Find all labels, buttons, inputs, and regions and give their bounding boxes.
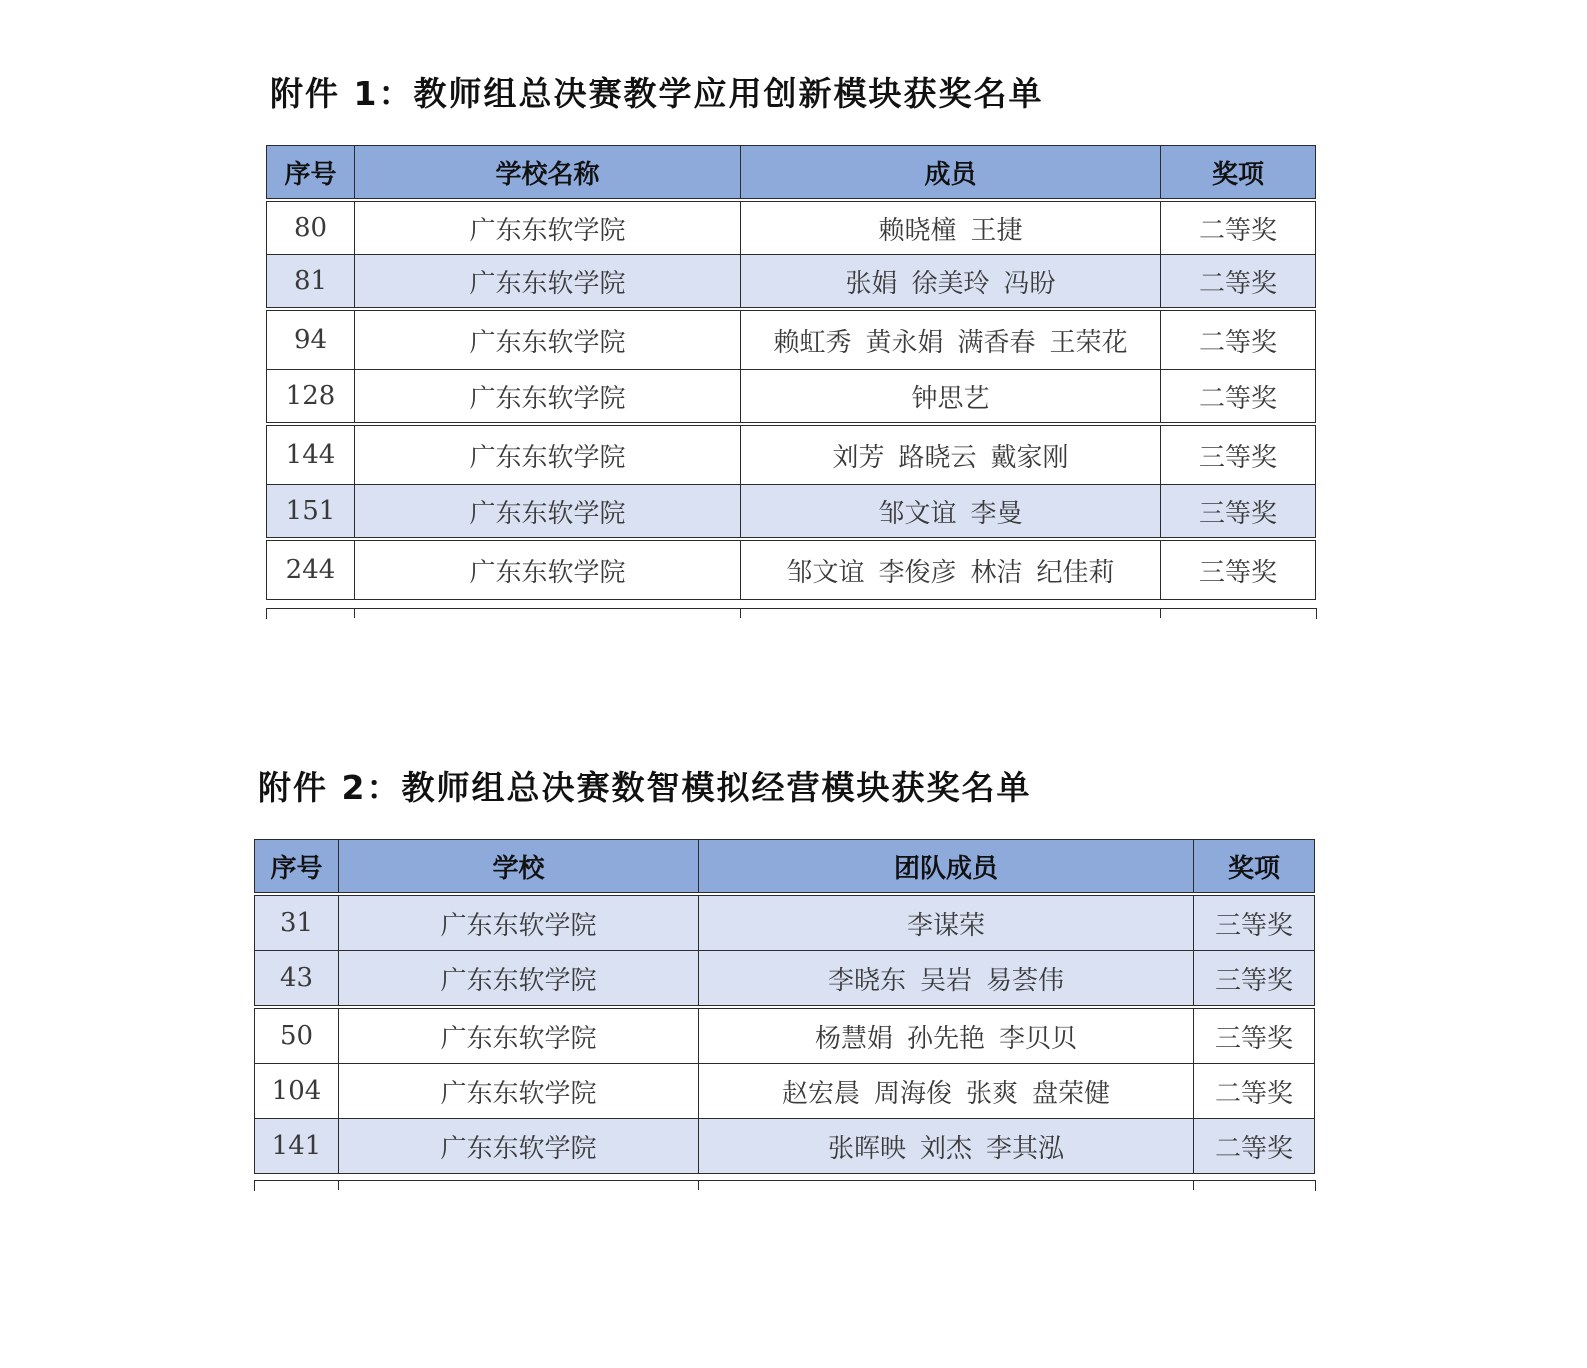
cell-school: 广东东软学院 (355, 200, 741, 255)
cell-serial: 94 (267, 309, 355, 370)
member-name: 王荣花 (1049, 327, 1128, 358)
cell-serial: 43 (255, 951, 339, 1008)
cell-school: 广东东软学院 (339, 1119, 699, 1174)
cell-award: 二等奖 (1161, 370, 1316, 425)
member-name: 路晓云 (898, 442, 977, 473)
cell-serial: 128 (267, 370, 355, 425)
table-row (267, 370, 1316, 425)
table-row (255, 1064, 1315, 1119)
member-name: 戴家刚 (990, 442, 1069, 473)
member-name: 李其泓 (986, 1133, 1065, 1164)
table-row (255, 1119, 1315, 1174)
table-cutoff-line (1160, 608, 1161, 618)
award-table-teaching-innovation (266, 145, 1316, 600)
table-row (267, 424, 1316, 485)
member-name: 纪佳莉 (1036, 557, 1115, 588)
table-row (267, 309, 1316, 370)
table-row (267, 200, 1316, 255)
cell-serial: 104 (255, 1064, 339, 1119)
cell-school: 广东东软学院 (339, 1064, 699, 1119)
cell-award: 二等奖 (1161, 255, 1316, 310)
member-name: 钟思艺 (911, 383, 990, 414)
cell-members (741, 424, 1161, 485)
header-award: 奖项 (1161, 146, 1316, 201)
table-row (255, 894, 1315, 951)
member-name: 黄永娟 (865, 327, 944, 358)
cell-award: 三等奖 (1194, 1007, 1315, 1064)
header-members: 成员 (741, 146, 1161, 201)
member-name: 赖晓橦 (878, 215, 957, 246)
table-cutoff-line (354, 608, 355, 618)
table-cutoff-line (698, 1180, 699, 1190)
attachment-2-title: 附件 2：教师组总决赛数智模拟经营模块获奖名单 (258, 768, 1032, 807)
member-name: 张娟 (845, 268, 898, 299)
member-name: 吴岩 (919, 965, 972, 996)
header-serial: 序号 (267, 146, 355, 201)
cell-school: 广东东软学院 (355, 539, 741, 600)
cell-school: 广东东软学院 (339, 1007, 699, 1064)
member-name: 刘杰 (919, 1133, 972, 1164)
cell-members (741, 309, 1161, 370)
table-cutoff-line (1193, 1180, 1194, 1190)
cell-award: 三等奖 (1161, 539, 1316, 600)
table-header-row (267, 146, 1316, 201)
header-members: 团队成员 (699, 840, 1194, 895)
cell-school: 广东东软学院 (339, 894, 699, 951)
cell-members (699, 951, 1194, 1008)
cell-school: 广东东软学院 (355, 309, 741, 370)
member-name: 李贝贝 (999, 1023, 1078, 1054)
table-row (267, 255, 1316, 310)
cell-serial: 50 (255, 1007, 339, 1064)
member-name: 邹文谊 (786, 557, 865, 588)
header-school: 学校名称 (355, 146, 741, 201)
cell-award: 三等奖 (1194, 951, 1315, 1008)
cell-school: 广东东软学院 (355, 370, 741, 425)
cell-school: 广东东软学院 (355, 424, 741, 485)
cell-award: 二等奖 (1194, 1064, 1315, 1119)
member-name: 张晖映 (827, 1133, 906, 1164)
member-name: 杨慧娟 (814, 1023, 893, 1054)
member-name: 易荟伟 (986, 965, 1065, 996)
member-name: 王捷 (970, 215, 1023, 246)
member-name: 徐美玲 (911, 268, 990, 299)
header-serial: 序号 (255, 840, 339, 895)
cell-school: 广东东软学院 (355, 255, 741, 310)
table-row (267, 485, 1316, 540)
cell-members (741, 370, 1161, 425)
member-name: 张爽 (966, 1078, 1019, 1109)
cell-members (699, 1007, 1194, 1064)
cell-award: 三等奖 (1194, 894, 1315, 951)
cell-members (699, 1119, 1194, 1174)
member-name: 邹文谊 (878, 498, 957, 529)
member-name: 李晓东 (827, 965, 906, 996)
cell-school: 广东东软学院 (339, 951, 699, 1008)
member-name: 赵宏晨 (781, 1078, 860, 1109)
cell-members (699, 894, 1194, 951)
cell-members (741, 485, 1161, 540)
member-name: 冯盼 (1003, 268, 1056, 299)
cell-serial: 244 (267, 539, 355, 600)
cell-serial: 144 (267, 424, 355, 485)
cell-serial: 81 (267, 255, 355, 310)
header-award: 奖项 (1194, 840, 1315, 895)
cell-members (741, 255, 1161, 310)
table-row (267, 539, 1316, 600)
table-row (255, 1007, 1315, 1064)
table-cutoff-line (338, 1180, 339, 1190)
member-name: 林洁 (970, 557, 1023, 588)
award-table-digital-simulation (254, 839, 1315, 1174)
cell-award: 二等奖 (1194, 1119, 1315, 1174)
table-header-row (255, 840, 1315, 895)
member-name: 孙先艳 (906, 1023, 985, 1054)
header-school: 学校 (339, 840, 699, 895)
cell-serial: 151 (267, 485, 355, 540)
cell-award: 三等奖 (1161, 485, 1316, 540)
cell-serial: 31 (255, 894, 339, 951)
member-name: 赖虹秀 (773, 327, 852, 358)
member-name: 盘荣健 (1032, 1078, 1111, 1109)
cell-school: 广东东软学院 (355, 485, 741, 540)
table-cutoff-line (254, 1180, 1316, 1191)
member-name: 李曼 (970, 498, 1023, 529)
attachment-1-title: 附件 1：教师组总决赛教学应用创新模块获奖名单 (270, 74, 1044, 113)
member-name: 李俊彦 (878, 557, 957, 588)
member-name: 李谋荣 (906, 910, 985, 941)
cell-serial: 80 (267, 200, 355, 255)
cell-award: 三等奖 (1161, 424, 1316, 485)
table-row (255, 951, 1315, 1008)
cell-serial: 141 (255, 1119, 339, 1174)
cell-award: 二等奖 (1161, 200, 1316, 255)
member-name: 满香春 (957, 327, 1036, 358)
cell-members (741, 200, 1161, 255)
table-cutoff-line (740, 608, 741, 618)
cell-award: 二等奖 (1161, 309, 1316, 370)
cell-members (699, 1064, 1194, 1119)
member-name: 刘芳 (832, 442, 885, 473)
member-name: 周海俊 (873, 1078, 952, 1109)
cell-members (741, 539, 1161, 600)
